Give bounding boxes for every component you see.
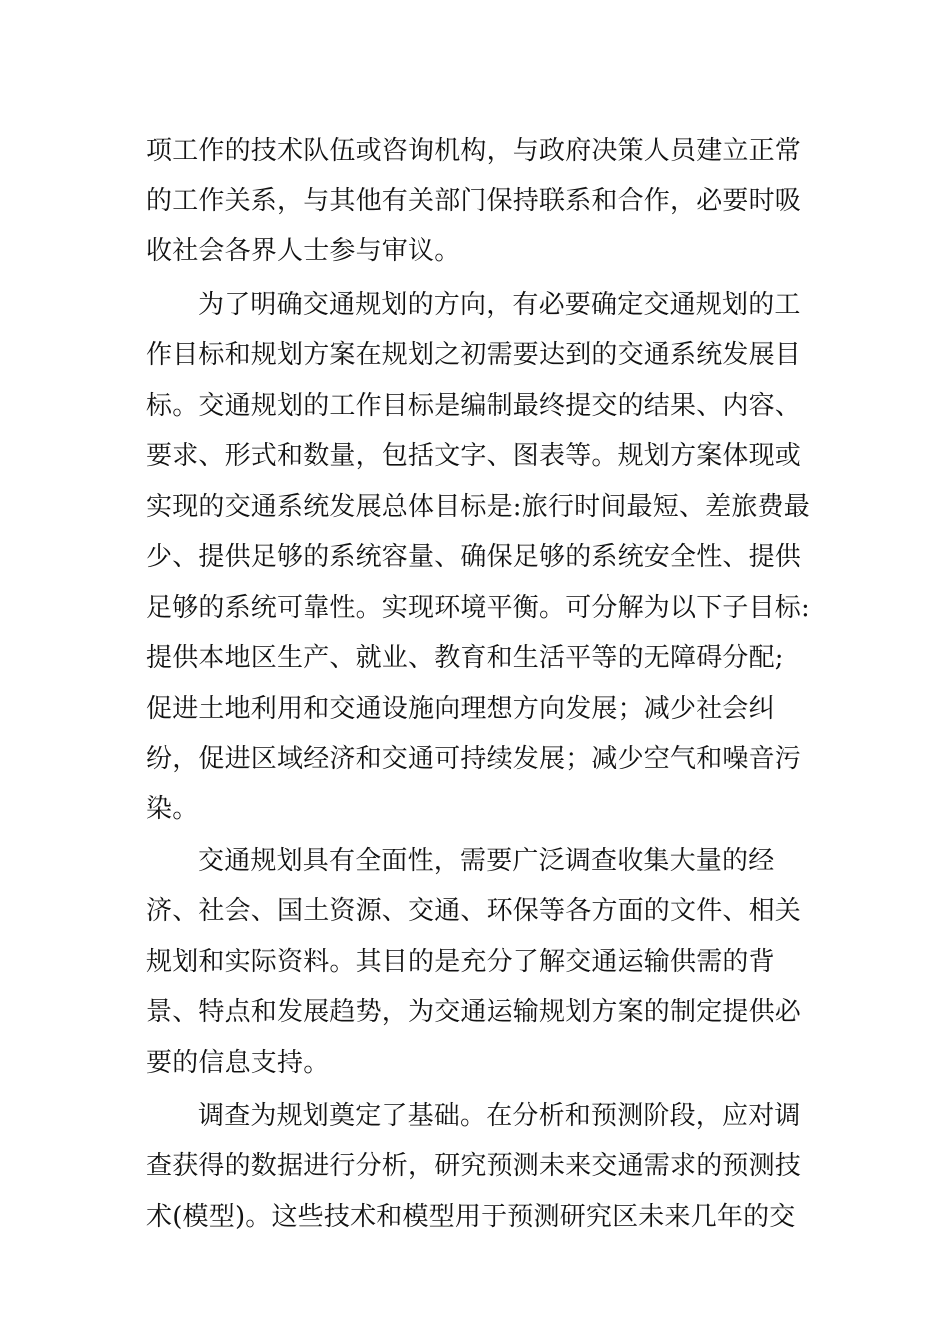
- text-line: 纷，促进区域经济和交通可持续发展；减少空气和噪音污: [146, 744, 802, 774]
- text-line: 要的信息支持。: [146, 1048, 330, 1078]
- text-line: 景、特点和发展趋势，为交通运输规划方案的制定提供必: [146, 997, 802, 1027]
- text-line: 少、提供足够的系统容量、确保足够的系统安全性、提供: [146, 542, 802, 572]
- text-line: 的工作关系，与其他有关部门保持联系和合作，必要时吸: [146, 186, 802, 216]
- text-line: 作目标和规划方案在规划之初需要达到的交通系统发展目: [146, 340, 802, 370]
- text-line: 要求、形式和数量，包括文字、图表等。规划方案体现或: [146, 441, 802, 471]
- text-line: 查获得的数据进行分析，研究预测未来交通需求的预测技: [146, 1151, 802, 1181]
- text-line: 收社会各界人士参与审议。: [146, 236, 461, 266]
- text-line: 实现的交通系统发展总体目标是:旅行时间最短、差旅费最: [146, 492, 810, 522]
- text-line: 标。交通规划的工作目标是编制最终提交的结果、内容、: [146, 391, 802, 421]
- paragraph-first-line: 为了明确交通规划的方向，有必要确定交通规划的工: [198, 290, 801, 320]
- text-line: 染。: [146, 794, 199, 824]
- text-line: 促进土地利用和交通设施向理想方向发展；减少社会纠: [146, 694, 775, 724]
- text-line: 规划和实际资料。其目的是充分了解交通运输供需的背: [146, 947, 775, 977]
- paragraph-first-line: 调查为规划奠定了基础。在分析和预测阶段，应对调: [198, 1101, 801, 1131]
- text-line: 济、社会、国土资源、交通、环保等各方面的文件、相关: [146, 896, 802, 926]
- paragraph-first-line: 交通规划具有全面性，需要广泛调查收集大量的经: [198, 846, 775, 876]
- text-line: 项工作的技术队伍或咨询机构，与政府决策人员建立正常: [146, 136, 802, 166]
- text-line: 术(模型)。这些技术和模型用于预测研究区未来几年的交: [146, 1202, 796, 1232]
- text-line: 提供本地区生产、就业、教育和生活平等的无障碍分配;: [146, 643, 784, 673]
- text-line: 足够的系统可靠性。实现环境平衡。可分解为以下子目标:: [146, 593, 810, 623]
